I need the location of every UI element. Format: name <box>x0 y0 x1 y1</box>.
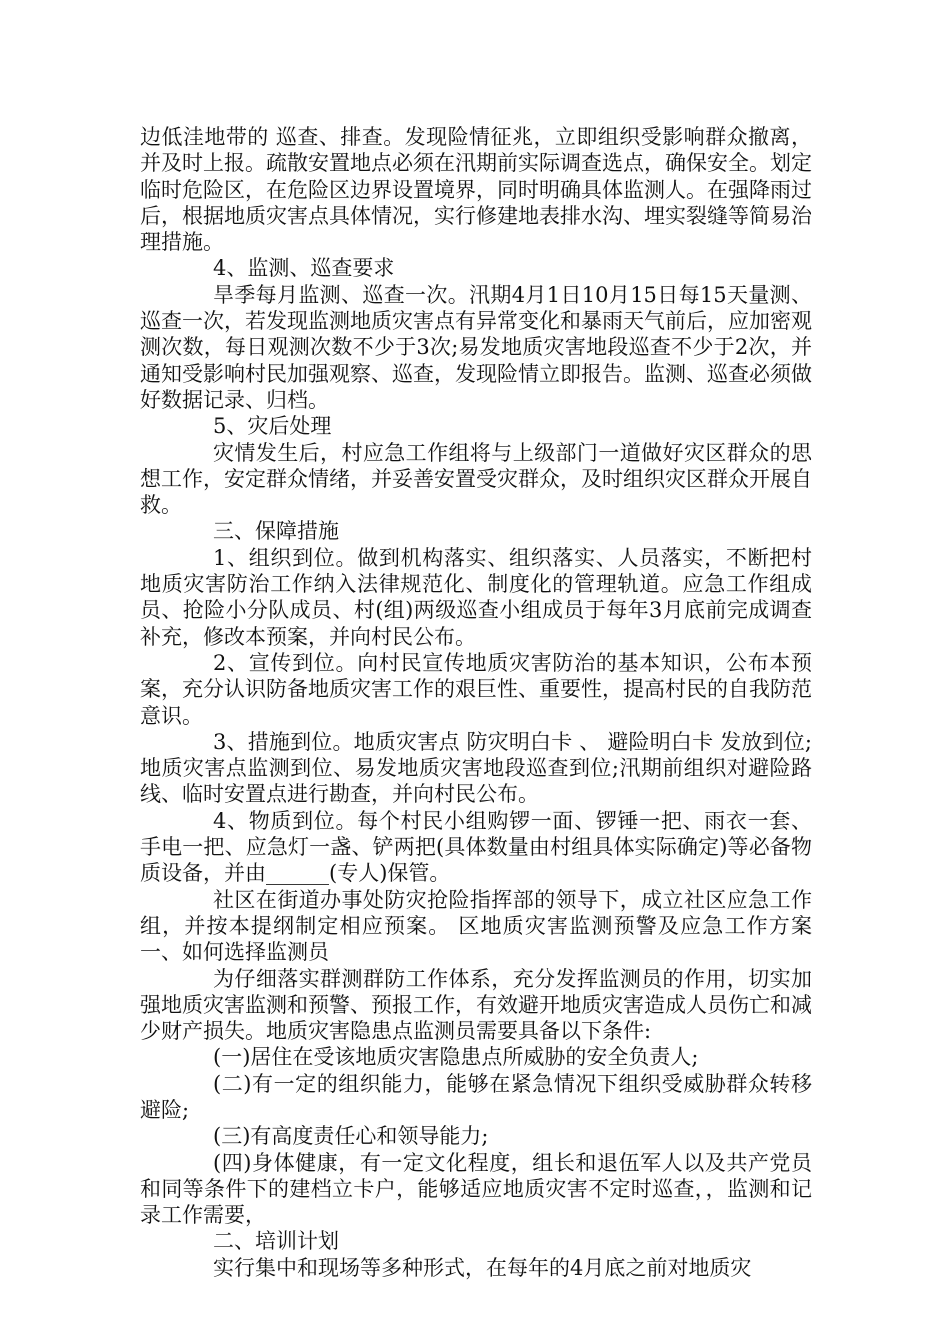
section-heading-monitoring: 4、监测、巡查要求 <box>213 256 395 281</box>
paragraph-monitoring: 旱季每月监测、巡查一次。汛期4月1日10月15日每15天量测、巡查一次，若发现监测地质灾害点有异常变化和暴雨天气前后，应加密观测次数，每日观测次数不少于3次;易发地质灾害地段巡查不少于2次，并通知受影响村民加强观察、巡查，发现险情立即报告。监测、巡查必须做好数据记录、归档。 <box>140 282 812 412</box>
paragraph-publicity: 2、宣传到位。向村民宣传地质灾害防治的基本知识，公布本预案，充分认识防备地质灾害工作的艰巨性、重要性，提高村民的自我防范意识。 <box>140 650 812 728</box>
paragraph-intro-continued: 边低洼地带的 巡查、排查。发现险情征兆，立即组织受影响群众撤离，并及时上报。疏散安置地点必须在汛期前实际调查选点，确保安全。划定临时危险区，在危险区边界设置境界，同时明确具体监测人。在强降雨过后，根据地质灾害点具体情况，实行修建地表排水沟、埋实裂缝等简易治理措施。 <box>140 125 812 255</box>
list-item-condition-1: (一)居住在受该地质灾害隐患点所威胁的安全负责人; <box>213 1045 699 1070</box>
paragraph-training: 实行集中和现场等多种形式，在每年的4月底之前对地质灾 <box>213 1255 752 1280</box>
section-heading-safeguards: 三、保障措施 <box>213 519 339 544</box>
paragraph-organization: 1、组织到位。做到机构落实、组织落实、人员落实，不断把村地质灾害防治工作纳入法律规范化、制度化的管理轨道。应急工作组成员、抢险小分队成员、村(组)两级巡查小组成员于每年3月底前完成调查补充，修改本预案，并向村民公布。 <box>140 545 812 649</box>
section-heading-aftermath: 5、灾后处理 <box>213 414 332 439</box>
list-item-condition-3: (三)有高度责任心和领导能力; <box>213 1124 489 1149</box>
paragraph-materials: 4、物质到位。每个村民小组购锣一面、锣锤一把、雨衣一套、手电一把、应急灯一盏、铲两把(具体数量由村组具体实际确定)等必备物质设备，并由______(专人)保管。 <box>140 808 812 886</box>
list-item-condition-4: (四)身体健康，有一定文化程度，组长和退伍军人以及共产党员和同等条件下的建档立卡户，能够适应地质灾害不定时巡查，，监测和记录工作需要， <box>140 1150 812 1228</box>
section-heading-training: 二、培训计划 <box>213 1229 339 1254</box>
paragraph-aftermath: 灾情发生后，村应急工作组将与上级部门一道做好灾区群众的思想工作，安定群众情绪，并妥善安置受灾群众，及时组织灾区群众开展自救。 <box>140 440 812 518</box>
list-item-condition-2: (二)有一定的组织能力，能够在紧急情况下组织受威胁群众转移避险; <box>140 1071 812 1122</box>
paragraph-community: 社区在街道办事处防灾抢险指挥部的领导下，成立社区应急工作组，并按本提纲制定相应预案。 区地质灾害监测预警及应急工作方案 一、如何选择监测员 <box>140 887 819 965</box>
paragraph-measures: 3、措施到位。地质灾害点 防灾明白卡 、 避险明白卡 发放到位;地质灾害点监测到位、易发地质灾害地段巡查到位;汛期前组织对避险路线、临时安置点进行勘查，并向村民公布。 <box>140 729 812 807</box>
paragraph-selection-intro: 为仔细落实群测群防工作体系，充分发挥监测员的作用，切实加强地质灾害监测和预警、预报工作，有效避开地质灾害造成人员伤亡和减少财产损失。地质灾害隐患点监测员需要具备以下条件: <box>140 966 812 1044</box>
document-page <box>140 124 819 1281</box>
